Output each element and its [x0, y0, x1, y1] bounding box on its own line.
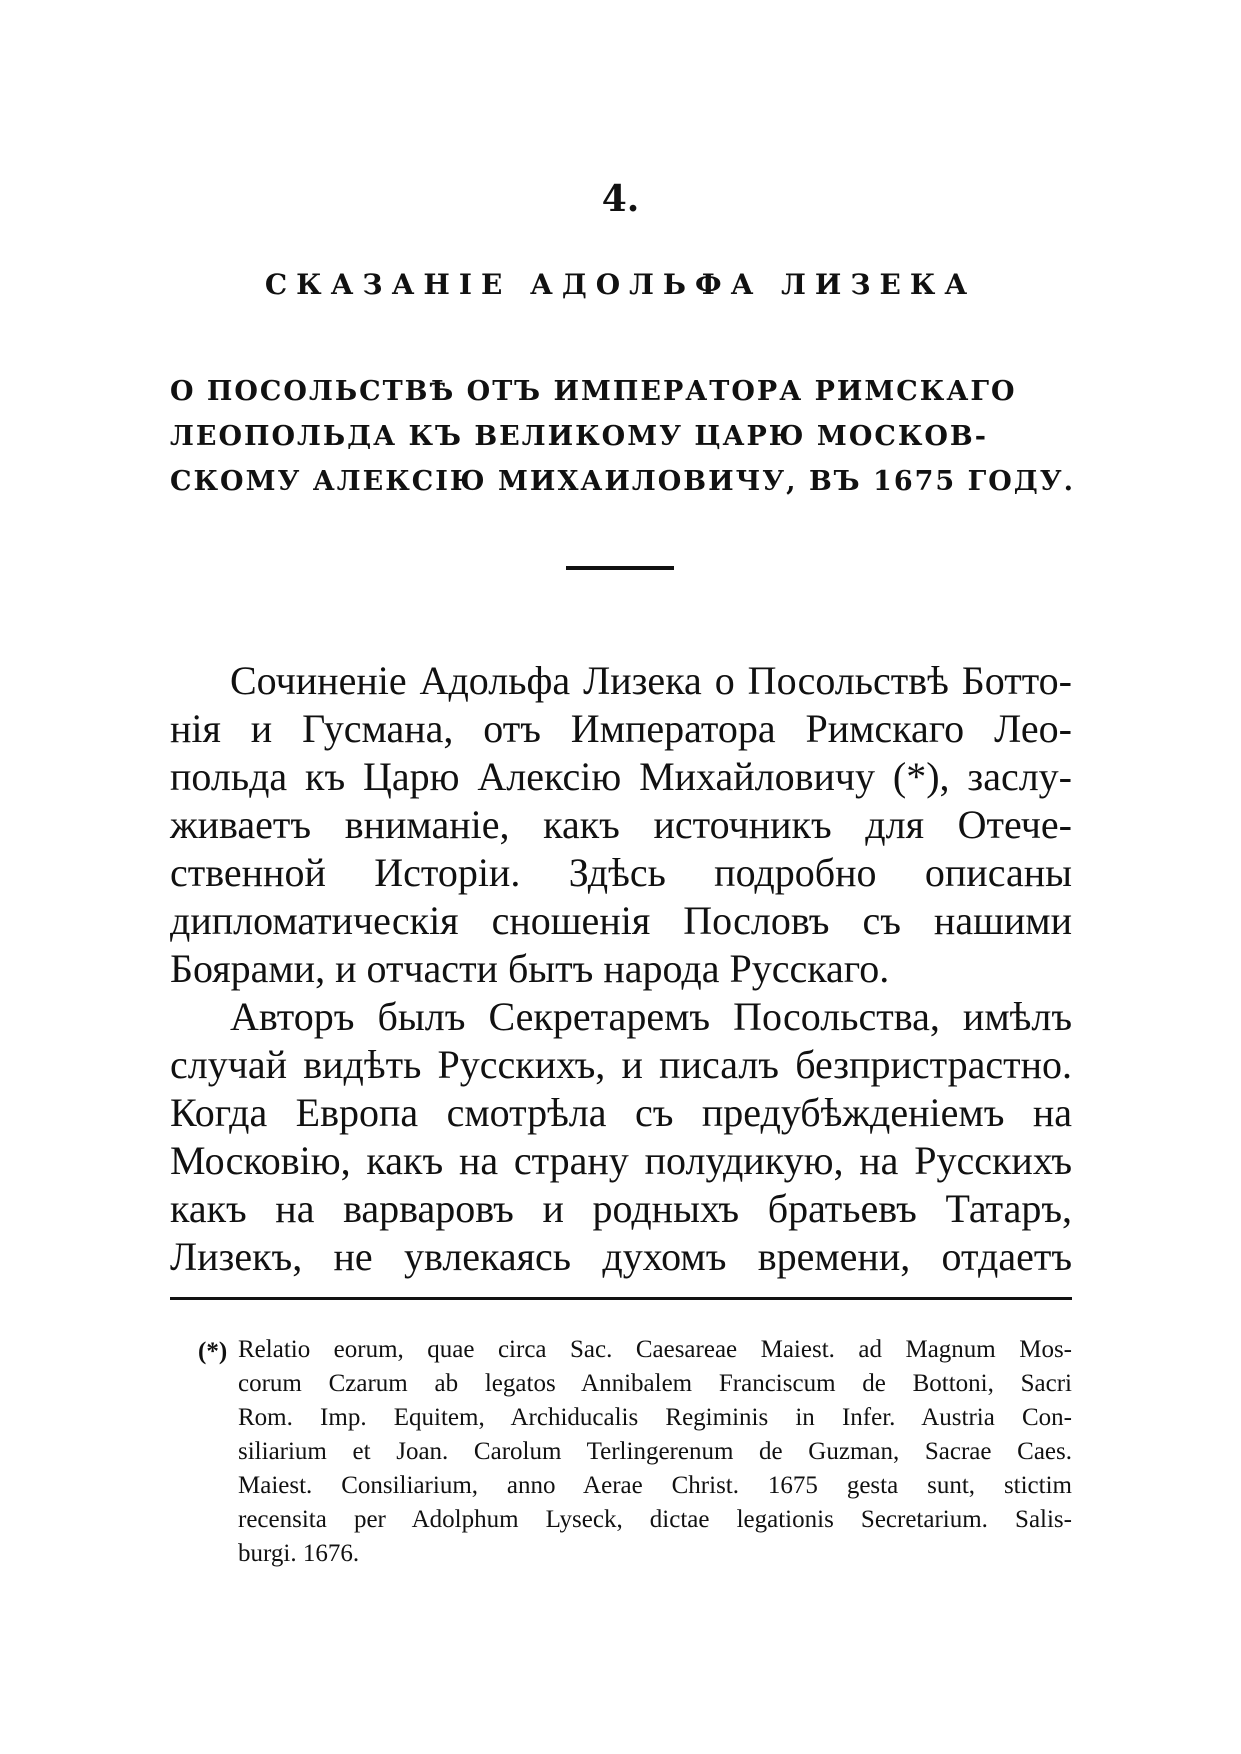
- footnote-line: Relatio eorum, quae circa Sac. Caesareae Maiest. ad Magnum Mos-: [238, 1336, 1072, 1363]
- body-line: ственной Исторіи. Здѣсь подробно описаны: [170, 850, 1072, 895]
- body-line: польда къ Царю Алексію Михайловичу (*), заслу-: [170, 754, 1072, 799]
- footnote-line: siliarium et Joan. Carolum Terlingerenum de Guzman, Sacrae Caes.: [238, 1438, 1072, 1465]
- body-line: Авторъ былъ Секретаремъ Посольства, имѣлъ: [230, 994, 1072, 1039]
- footnote-line: Rom. Imp. Equitem, Archiducalis Regiminis in Infer. Austria Con-: [238, 1404, 1072, 1431]
- body-line: дипломатическія сношенія Пословъ съ нашими: [170, 898, 1072, 943]
- body-line: живаетъ вниманіе, какъ источникъ для Отече-: [170, 802, 1072, 847]
- footnote-line: corum Czarum ab legatos Annibalem Franciscum de Bottoni, Sacri: [238, 1370, 1072, 1397]
- footnote-marker: (*): [198, 1338, 228, 1365]
- body-line: случай видѣть Русскихъ, и писалъ безпристрастно.: [170, 1042, 1072, 1087]
- section-divider: [566, 566, 674, 570]
- subtitle-line: ЛЕОПОЛЬДА КЪ ВЕЛИКОМУ ЦАРЮ МОСКОВ-: [170, 421, 988, 452]
- footnote-line: recensita per Adolphum Lyseck, dictae legationis Secretarium. Salis-: [238, 1506, 1072, 1533]
- body-line: Лизекъ, не увлекаясь духомъ времени, отдаетъ: [170, 1234, 1072, 1279]
- body-line: Сочиненіе Адольфа Лизека о Посольствѣ Ботто-: [230, 658, 1072, 703]
- footnote-line: Maiest. Consiliarium, anno Aerae Christ. 1675 gesta sunt, stictim: [238, 1472, 1072, 1499]
- chapter-title: СКАЗАНІЕ АДОЛЬФА ЛИЗЕКА: [264, 268, 977, 301]
- body-line: какъ на варваровъ и родныхъ братьевъ Татаръ,: [170, 1186, 1072, 1231]
- body-line: Когда Европа смотрѣла съ предубѣжденіемъ на: [170, 1090, 1072, 1135]
- body-line: Московію, какъ на страну полудикую, на Русскихъ: [170, 1138, 1072, 1183]
- footnote-line: burgi. 1676.: [238, 1540, 360, 1567]
- subtitle-line: СКОМУ АЛЕКСІЮ МИХАИЛОВИЧУ, ВЪ 1675 ГОДУ.: [170, 466, 1076, 497]
- body-line: Боярами, и отчасти бытъ народа Русскаго.: [170, 946, 890, 991]
- footnote-rule: [170, 1297, 1072, 1300]
- page-number: 4.: [601, 178, 640, 220]
- subtitle-line: О ПОСОЛЬСТВѢ ОТЪ ИМПЕРАТОРА РИМСКАГО: [170, 376, 1017, 407]
- body-line: нія и Гусмана, отъ Императора Римскаго Лео-: [170, 706, 1072, 751]
